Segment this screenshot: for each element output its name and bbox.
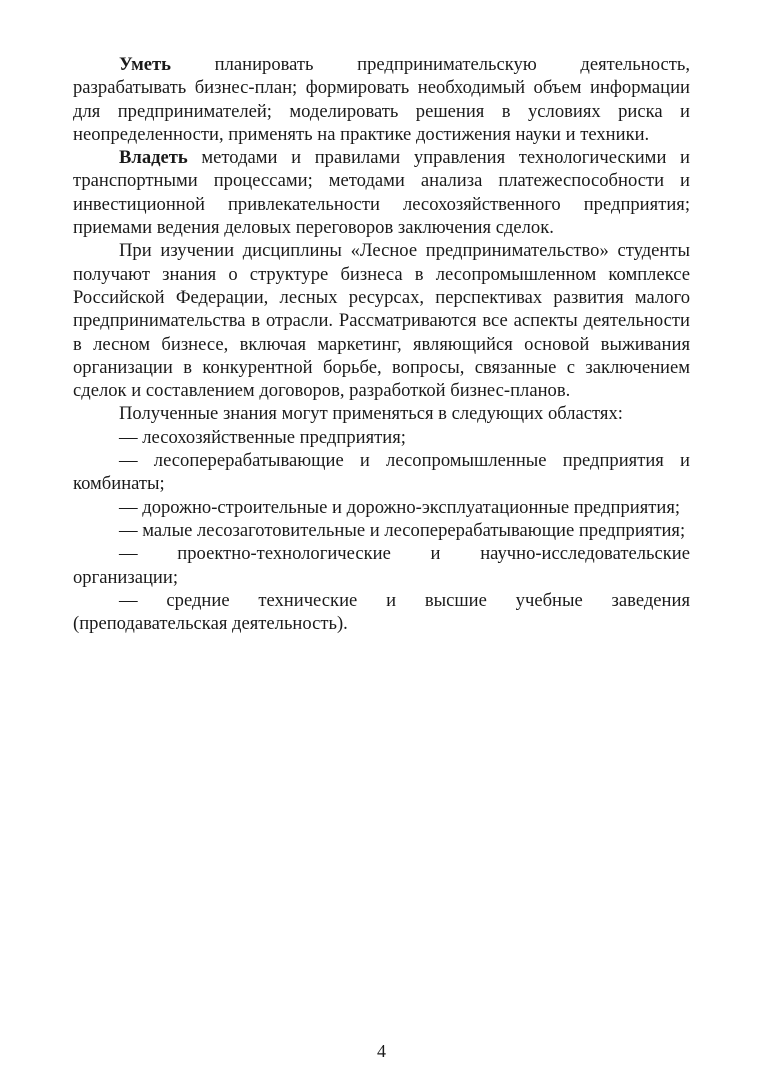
list-item: — лесоперерабатывающие и лесопромышленные предприятия и комбинаты;	[73, 450, 690, 495]
paragraph-lead: Владеть	[119, 147, 188, 169]
page-number: 4	[377, 1041, 386, 1061]
list-item: — проектно-технологические и научно-исследовательские организации;	[73, 543, 690, 588]
list-item: — дорожно-строительные и дорожно-эксплуатационные предприятия;	[119, 496, 681, 518]
list-item: — лесохозяйственные предприятия;	[119, 426, 406, 448]
page-body	[73, 53, 690, 635]
paragraph-areas-intro: Полученные знания могут применяться в следующих областях:	[119, 403, 623, 425]
paragraph-text: методами и правилами управления технологическими и транспортными процессами; методами анализа платежеспособности и инвестиционной привлекательности лесохозяйственного предприятия; приемами ведения деловых переговоров заключения сделок.	[73, 147, 690, 239]
list-item: — средние технические и высшие учебные заведения (преподавательская деятельность).	[73, 589, 690, 635]
paragraph-mastery	[73, 146, 690, 239]
list-item: — малые лесозаготовительные и лесоперерабатывающие предприятия;	[119, 519, 686, 541]
paragraph-skills	[73, 53, 690, 146]
paragraph-discipline: При изучении дисциплины «Лесное предпринимательство» студенты получают знания о структуре бизнеса в лесопромышленном комплексе Российской Федерации, лесных ресурсах, перспективах развития малого предпринимательства в отрасли. Рассматриваются все аспекты деятельности в лесном бизнесе, включая маркетинг, являющийся основой выживания организации в конкурентной борьбе, вопросы, связанные с заключением сделок и составлением договоров, разработкой бизнес-планов.	[73, 240, 690, 402]
paragraph-lead: Уметь	[119, 54, 172, 75]
paragraph-text: планировать предпринимательскую деятельность, разрабатывать бизнес-план; формировать необходимый объем информации для предпринимателей; моделировать решения в условиях риска и неопределенности, применять на практике достижения науки и техники.	[73, 54, 690, 145]
